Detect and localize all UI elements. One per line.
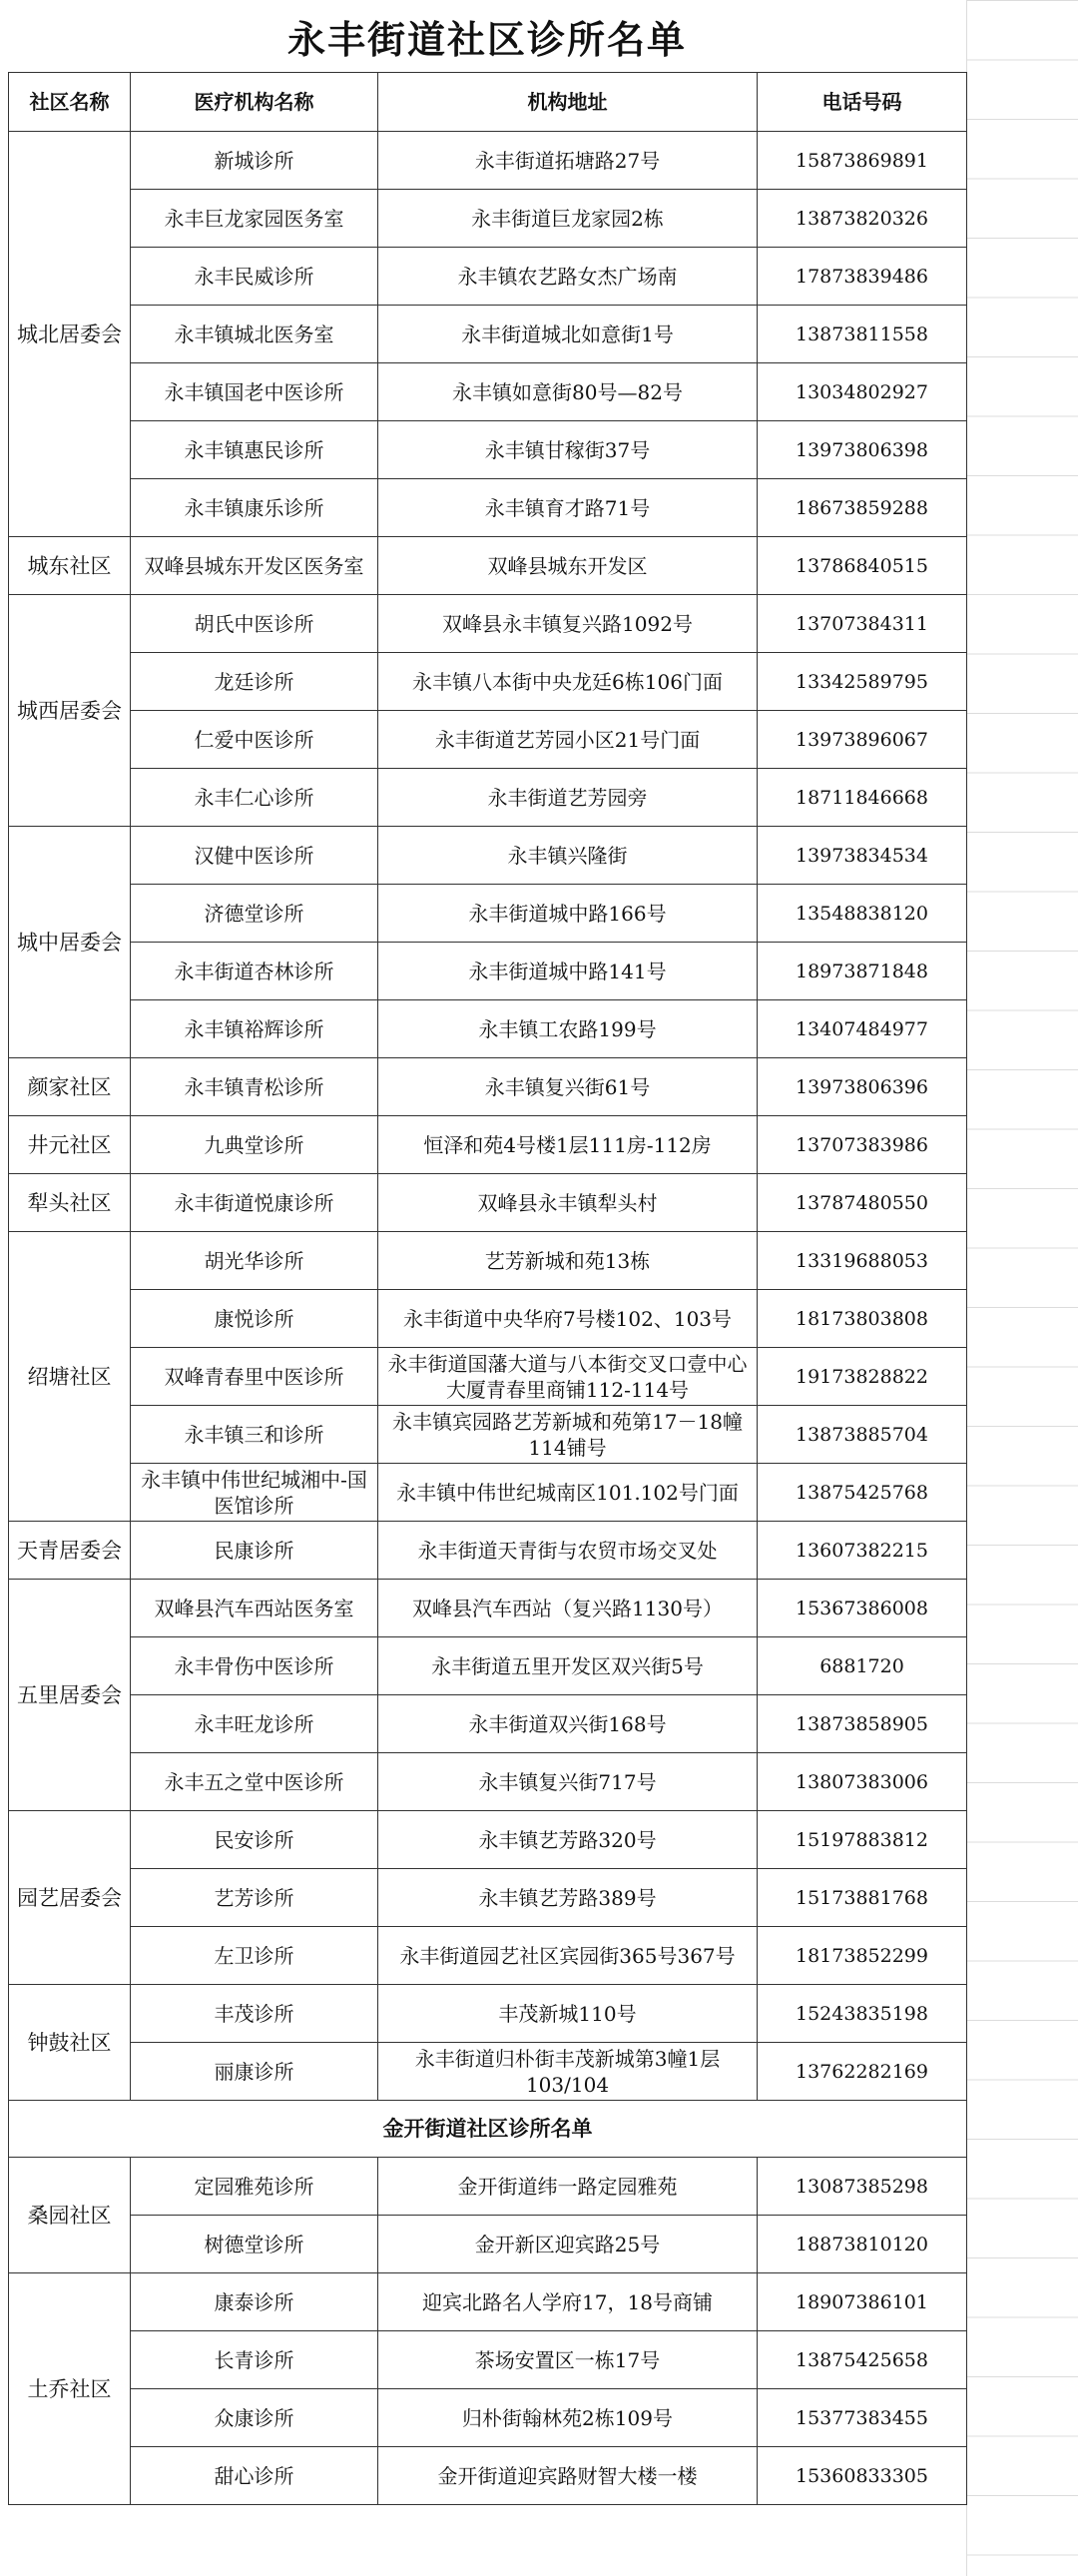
address-cell: 永丰街道城北如意街1号 xyxy=(378,306,758,363)
table-row xyxy=(9,769,967,827)
institution-cell: 民康诊所 xyxy=(131,1522,378,1580)
table-row xyxy=(9,1869,967,1927)
institution-cell: 民安诊所 xyxy=(131,1811,378,1869)
phone-cell: 13548838120 xyxy=(758,885,967,943)
phone-cell: 18173803808 xyxy=(758,1290,967,1348)
table-row xyxy=(9,1522,967,1580)
table-row xyxy=(9,190,967,248)
phone-cell: 13807383006 xyxy=(758,1753,967,1811)
table-row xyxy=(9,2331,967,2389)
address-cell: 永丰街道双兴街168号 xyxy=(378,1695,758,1753)
table-row xyxy=(9,421,967,479)
phone-cell: 13875425658 xyxy=(758,2331,967,2389)
address-cell: 永丰镇甘稼街37号 xyxy=(378,421,758,479)
community-cell: 犁头社区 xyxy=(9,1174,131,1232)
institution-cell: 丰茂诊所 xyxy=(131,1985,378,2043)
phone-cell: 18711846668 xyxy=(758,769,967,827)
table-row xyxy=(9,943,967,1000)
table-row xyxy=(9,1174,967,1232)
phone-cell: 19173828822 xyxy=(758,1348,967,1406)
community-cell: 颜家社区 xyxy=(9,1058,131,1116)
institution-cell: 永丰巨龙家园医务室 xyxy=(131,190,378,248)
table-row xyxy=(9,2447,967,2505)
address-cell: 金开新区迎宾路25号 xyxy=(378,2216,758,2273)
community-cell: 城西居委会 xyxy=(9,595,131,827)
table-row xyxy=(9,1927,967,1985)
phone-cell: 18173852299 xyxy=(758,1927,967,1985)
institution-cell: 众康诊所 xyxy=(131,2389,378,2447)
institution-cell: 定园雅苑诊所 xyxy=(131,2158,378,2216)
address-cell: 永丰镇艺芳路320号 xyxy=(378,1811,758,1869)
table-row xyxy=(9,711,967,769)
table-row xyxy=(9,1464,967,1522)
address-cell: 永丰镇兴隆街 xyxy=(378,827,758,885)
phone-cell: 13873820326 xyxy=(758,190,967,248)
institution-cell: 永丰旺龙诊所 xyxy=(131,1695,378,1753)
table-row xyxy=(9,1348,967,1406)
phone-cell: 13873885704 xyxy=(758,1406,967,1464)
phone-cell: 15197883812 xyxy=(758,1811,967,1869)
phone-cell: 13973806396 xyxy=(758,1058,967,1116)
phone-cell: 13034802927 xyxy=(758,363,967,421)
address-cell: 双峰县永丰镇复兴路1092号 xyxy=(378,595,758,653)
header-row xyxy=(9,73,967,132)
institution-cell: 永丰镇国老中医诊所 xyxy=(131,363,378,421)
phone-cell: 18907386101 xyxy=(758,2273,967,2331)
institution-cell: 永丰仁心诊所 xyxy=(131,769,378,827)
table-row xyxy=(9,1000,967,1058)
phone-cell: 13875425768 xyxy=(758,1464,967,1522)
table-row xyxy=(9,479,967,537)
address-cell: 双峰县城东开发区 xyxy=(378,537,758,595)
phone-cell: 13973896067 xyxy=(758,711,967,769)
community-cell: 土乔社区 xyxy=(9,2273,131,2505)
institution-cell: 长青诊所 xyxy=(131,2331,378,2389)
address-cell: 永丰街道天青街与农贸市场交叉处 xyxy=(378,1522,758,1580)
institution-cell: 济德堂诊所 xyxy=(131,885,378,943)
address-cell: 恒泽和苑4号楼1层111房-112房 xyxy=(378,1116,758,1174)
address-cell: 永丰街道拓塘路27号 xyxy=(378,132,758,190)
phone-cell: 13873858905 xyxy=(758,1695,967,1753)
institution-cell: 树德堂诊所 xyxy=(131,2216,378,2273)
community-cell: 绍塘社区 xyxy=(9,1232,131,1522)
institution-cell: 艺芳诊所 xyxy=(131,1869,378,1927)
institution-cell: 丽康诊所 xyxy=(131,2043,378,2101)
phone-cell: 18673859288 xyxy=(758,479,967,537)
address-cell: 永丰镇八本街中央龙廷6栋106门面 xyxy=(378,653,758,711)
table-row xyxy=(9,1695,967,1753)
address-cell: 双峰县汽车西站（复兴路1130号） xyxy=(378,1580,758,1637)
community-cell: 城中居委会 xyxy=(9,827,131,1058)
address-cell: 归朴街翰林苑2栋109号 xyxy=(378,2389,758,2447)
phone-cell: 13607382215 xyxy=(758,1522,967,1580)
address-cell: 金开街道迎宾路财智大楼一楼 xyxy=(378,2447,758,2505)
table-row xyxy=(9,1985,967,2043)
address-cell: 永丰街道巨龙家园2栋 xyxy=(378,190,758,248)
section-title: 金开街道社区诊所名单 xyxy=(9,2101,967,2158)
address-cell: 永丰镇工农路199号 xyxy=(378,1000,758,1058)
phone-cell: 15243835198 xyxy=(758,1985,967,2043)
table-row xyxy=(9,653,967,711)
institution-cell: 永丰骨伤中医诊所 xyxy=(131,1637,378,1695)
address-cell: 丰茂新城110号 xyxy=(378,1985,758,2043)
community-cell: 园艺居委会 xyxy=(9,1811,131,1985)
table-row xyxy=(9,2273,967,2331)
address-cell: 永丰街道中央华府7号楼102、103号 xyxy=(378,1290,758,1348)
community-cell: 城东社区 xyxy=(9,537,131,595)
institution-cell: 永丰街道悦康诊所 xyxy=(131,1174,378,1232)
table-body-jinkai xyxy=(9,2158,967,2505)
phone-cell: 13707384311 xyxy=(758,595,967,653)
table-row xyxy=(9,2043,967,2101)
institution-cell: 双峰县汽车西站医务室 xyxy=(131,1580,378,1637)
address-cell: 永丰镇复兴街61号 xyxy=(378,1058,758,1116)
table-row xyxy=(9,1406,967,1464)
phone-cell: 18873810120 xyxy=(758,2216,967,2273)
community-cell: 桑园社区 xyxy=(9,2158,131,2273)
address-cell: 永丰街道艺芳园旁 xyxy=(378,769,758,827)
institution-cell: 康泰诊所 xyxy=(131,2273,378,2331)
table-row xyxy=(9,1811,967,1869)
institution-cell: 九典堂诊所 xyxy=(131,1116,378,1174)
community-cell: 五里居委会 xyxy=(9,1580,131,1811)
phone-cell: 13762282169 xyxy=(758,2043,967,2101)
address-cell: 永丰街道归朴街丰茂新城第3幢1层103/104 xyxy=(378,2043,758,2101)
address-cell: 茶场安置区一栋17号 xyxy=(378,2331,758,2389)
address-cell: 永丰镇如意街80号—82号 xyxy=(378,363,758,421)
institution-cell: 双峰县城东开发区医务室 xyxy=(131,537,378,595)
table-body-yongfeng xyxy=(9,132,967,2101)
phone-cell: 18973871848 xyxy=(758,943,967,1000)
phone-cell: 13087385298 xyxy=(758,2158,967,2216)
institution-cell: 汉健中医诊所 xyxy=(131,827,378,885)
phone-cell: 15360833305 xyxy=(758,2447,967,2505)
address-cell: 迎宾北路名人学府17，18号商铺 xyxy=(378,2273,758,2331)
phone-cell: 13707383986 xyxy=(758,1116,967,1174)
institution-cell: 胡氏中医诊所 xyxy=(131,595,378,653)
community-cell: 城北居委会 xyxy=(9,132,131,537)
address-cell: 金开街道纬一路定园雅苑 xyxy=(378,2158,758,2216)
address-cell: 永丰街道城中路141号 xyxy=(378,943,758,1000)
institution-cell: 仁爱中医诊所 xyxy=(131,711,378,769)
table-row xyxy=(9,132,967,190)
table-row xyxy=(9,306,967,363)
phone-cell: 15367386008 xyxy=(758,1580,967,1637)
institution-cell: 永丰镇三和诊所 xyxy=(131,1406,378,1464)
clinic-table xyxy=(8,72,967,2505)
phone-cell: 13973834534 xyxy=(758,827,967,885)
institution-cell: 永丰镇中伟世纪城湘中-国医馆诊所 xyxy=(131,1464,378,1522)
address-cell: 永丰街道国藩大道与八本街交叉口壹中心大厦青春里商铺112-114号 xyxy=(378,1348,758,1406)
community-cell: 井元社区 xyxy=(9,1116,131,1174)
institution-cell: 双峰青春里中医诊所 xyxy=(131,1348,378,1406)
table-row xyxy=(9,1116,967,1174)
institution-cell: 康悦诊所 xyxy=(131,1290,378,1348)
address-cell: 永丰镇艺芳路389号 xyxy=(378,1869,758,1927)
table-row xyxy=(9,595,967,653)
phone-cell: 13407484977 xyxy=(758,1000,967,1058)
institution-cell: 永丰街道杏林诊所 xyxy=(131,943,378,1000)
table-row xyxy=(9,2389,967,2447)
institution-cell: 永丰民威诊所 xyxy=(131,248,378,306)
phone-cell: 17873839486 xyxy=(758,248,967,306)
institution-cell: 永丰镇青松诊所 xyxy=(131,1058,378,1116)
clinic-list-sheet xyxy=(8,8,966,2505)
address-cell: 永丰镇复兴街717号 xyxy=(378,1753,758,1811)
institution-cell: 新城诊所 xyxy=(131,132,378,190)
table-row xyxy=(9,1637,967,1695)
section-divider xyxy=(9,2101,967,2158)
header-address: 机构地址 xyxy=(378,73,758,132)
table-row xyxy=(9,2158,967,2216)
table-row xyxy=(9,1290,967,1348)
spreadsheet-gridlines xyxy=(966,0,1078,2576)
community-cell: 钟鼓社区 xyxy=(9,1985,131,2101)
table-row xyxy=(9,827,967,885)
address-cell: 永丰街道城中路166号 xyxy=(378,885,758,943)
phone-cell: 13973806398 xyxy=(758,421,967,479)
table-row xyxy=(9,1232,967,1290)
table-row xyxy=(9,2216,967,2273)
table-row xyxy=(9,1580,967,1637)
institution-cell: 甜心诊所 xyxy=(131,2447,378,2505)
phone-cell: 15173881768 xyxy=(758,1869,967,1927)
address-cell: 艺芳新城和苑13栋 xyxy=(378,1232,758,1290)
institution-cell: 左卫诊所 xyxy=(131,1927,378,1985)
table-row xyxy=(9,1753,967,1811)
section-title-row xyxy=(9,2101,967,2158)
address-cell: 永丰街道艺芳园小区21号门面 xyxy=(378,711,758,769)
table-row xyxy=(9,1058,967,1116)
phone-cell: 6881720 xyxy=(758,1637,967,1695)
phone-cell: 13873811558 xyxy=(758,306,967,363)
institution-cell: 永丰镇康乐诊所 xyxy=(131,479,378,537)
header-institution: 医疗机构名称 xyxy=(131,73,378,132)
table-row xyxy=(9,537,967,595)
community-cell: 天青居委会 xyxy=(9,1522,131,1580)
institution-cell: 永丰五之堂中医诊所 xyxy=(131,1753,378,1811)
institution-cell: 龙廷诊所 xyxy=(131,653,378,711)
phone-cell: 13319688053 xyxy=(758,1232,967,1290)
phone-cell: 13342589795 xyxy=(758,653,967,711)
address-cell: 永丰镇育才路71号 xyxy=(378,479,758,537)
header-community: 社区名称 xyxy=(9,73,131,132)
phone-cell: 15377383455 xyxy=(758,2389,967,2447)
institution-cell: 永丰镇惠民诊所 xyxy=(131,421,378,479)
header-phone: 电话号码 xyxy=(758,73,967,132)
page-title: 永丰街道社区诊所名单 xyxy=(286,17,687,62)
phone-cell: 13786840515 xyxy=(758,537,967,595)
table-row xyxy=(9,248,967,306)
table-row xyxy=(9,363,967,421)
address-cell: 永丰镇农艺路女杰广场南 xyxy=(378,248,758,306)
phone-cell: 13787480550 xyxy=(758,1174,967,1232)
institution-cell: 永丰镇裕辉诊所 xyxy=(131,1000,378,1058)
address-cell: 永丰街道园艺社区宾园街365号367号 xyxy=(378,1927,758,1985)
table-row xyxy=(9,885,967,943)
address-cell: 双峰县永丰镇犁头村 xyxy=(378,1174,758,1232)
institution-cell: 胡光华诊所 xyxy=(131,1232,378,1290)
address-cell: 永丰镇宾园路艺芳新城和苑第17－18幢114铺号 xyxy=(378,1406,758,1464)
phone-cell: 15873869891 xyxy=(758,132,967,190)
address-cell: 永丰镇中伟世纪城南区101.102号门面 xyxy=(378,1464,758,1522)
address-cell: 永丰街道五里开发区双兴街5号 xyxy=(378,1637,758,1695)
institution-cell: 永丰镇城北医务室 xyxy=(131,306,378,363)
